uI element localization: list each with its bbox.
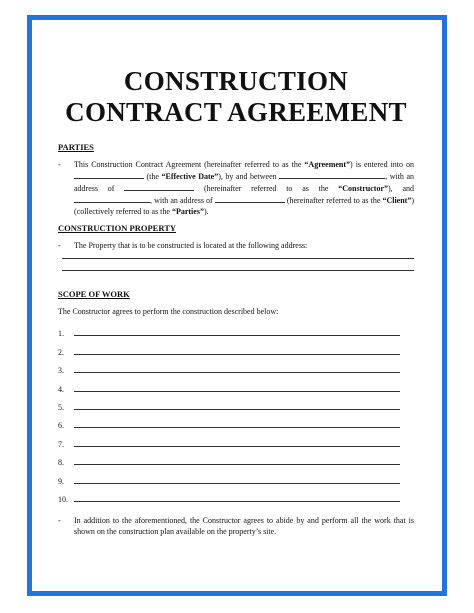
scope-closing-paragraph xyxy=(58,515,414,537)
scope-heading: SCOPE OF WORK xyxy=(58,289,130,299)
property-address-line-2[interactable] xyxy=(62,270,414,271)
item-line[interactable] xyxy=(74,391,400,392)
item-number: 1. xyxy=(58,329,64,339)
scope-intro: The Constructor agrees to perform the construction described below: xyxy=(58,307,279,316)
text-run: , with an address of xyxy=(150,196,215,205)
property-address-line-1[interactable] xyxy=(62,258,414,259)
scope-closing-text: In addition to the aforementioned, the Constructor agrees to abide by and perform all the work that is shown on the construction plan available on the property’s site. xyxy=(74,515,414,536)
text-run: (hereinafter referred to as the xyxy=(284,196,383,205)
scope-item xyxy=(58,321,414,339)
parties-text xyxy=(74,159,414,217)
client-term: “Client” xyxy=(382,196,412,205)
scope-item xyxy=(58,358,414,376)
bullet-dash: - xyxy=(58,515,61,525)
parties-paragraph xyxy=(58,159,414,217)
constructor-address-blank[interactable] xyxy=(124,182,194,191)
text-run: ) is entered into on xyxy=(350,160,415,169)
item-line[interactable] xyxy=(74,335,400,336)
scope-item xyxy=(58,431,414,449)
title-line-1: CONSTRUCTION xyxy=(123,66,349,96)
item-number: 2. xyxy=(58,347,64,357)
scope-item xyxy=(58,413,414,431)
scope-item xyxy=(58,395,414,413)
title-line-2: CONTRACT AGREEMENT xyxy=(65,97,407,127)
contract-document xyxy=(58,66,414,543)
parties-term: “Parties” xyxy=(171,207,204,216)
item-line[interactable] xyxy=(74,464,400,465)
parties-heading: PARTIES xyxy=(58,142,94,152)
property-paragraph xyxy=(58,240,414,251)
item-line[interactable] xyxy=(74,446,400,447)
text-run: (hereinafter referred to as the xyxy=(194,184,339,193)
scope-item xyxy=(58,450,414,468)
client-address-blank[interactable] xyxy=(215,194,285,203)
constructor-term: “Constructor” xyxy=(338,184,388,193)
client-name-blank[interactable] xyxy=(74,194,150,203)
item-line[interactable] xyxy=(74,409,400,410)
text-run: This Construction Contract Agreement (hereinafter referred to as the xyxy=(74,160,305,169)
item-line[interactable] xyxy=(74,483,400,484)
item-line[interactable] xyxy=(74,427,400,428)
text-run: ), and xyxy=(388,184,414,193)
item-number: 3. xyxy=(58,366,64,376)
item-number: 8. xyxy=(58,458,64,468)
item-number: 6. xyxy=(58,421,64,431)
item-number: 5. xyxy=(58,402,64,412)
text-run: ) (collectively referred to as the xyxy=(74,196,414,216)
item-number: 4. xyxy=(58,384,64,394)
effective-date-term: “Effective Date” xyxy=(161,172,219,181)
item-line[interactable] xyxy=(74,501,400,502)
scope-item xyxy=(58,468,414,486)
item-number: 10. xyxy=(58,494,68,504)
bullet-dash: - xyxy=(58,160,61,169)
property-heading: CONSTRUCTION PROPERTY xyxy=(58,223,177,233)
scope-item xyxy=(58,487,414,505)
text-run: , with an address of xyxy=(74,172,414,193)
item-line[interactable] xyxy=(74,372,400,373)
property-text: The Property that is to be constructed is located at the following address: xyxy=(74,241,308,250)
bullet-dash: - xyxy=(58,241,61,250)
text-run: (the xyxy=(144,172,162,181)
item-line[interactable] xyxy=(74,354,400,355)
scope-list xyxy=(58,321,414,505)
effective-date-blank[interactable] xyxy=(74,170,144,179)
constructor-name-blank[interactable] xyxy=(279,170,385,179)
item-number: 7. xyxy=(58,439,64,449)
text-run: ), by and between xyxy=(218,172,280,181)
agreement-term: “Agreement” xyxy=(304,160,351,169)
text-run: ). xyxy=(203,207,209,216)
item-number: 9. xyxy=(58,476,64,486)
scope-item xyxy=(58,339,414,357)
scope-item xyxy=(58,376,414,394)
document-title xyxy=(38,66,434,128)
